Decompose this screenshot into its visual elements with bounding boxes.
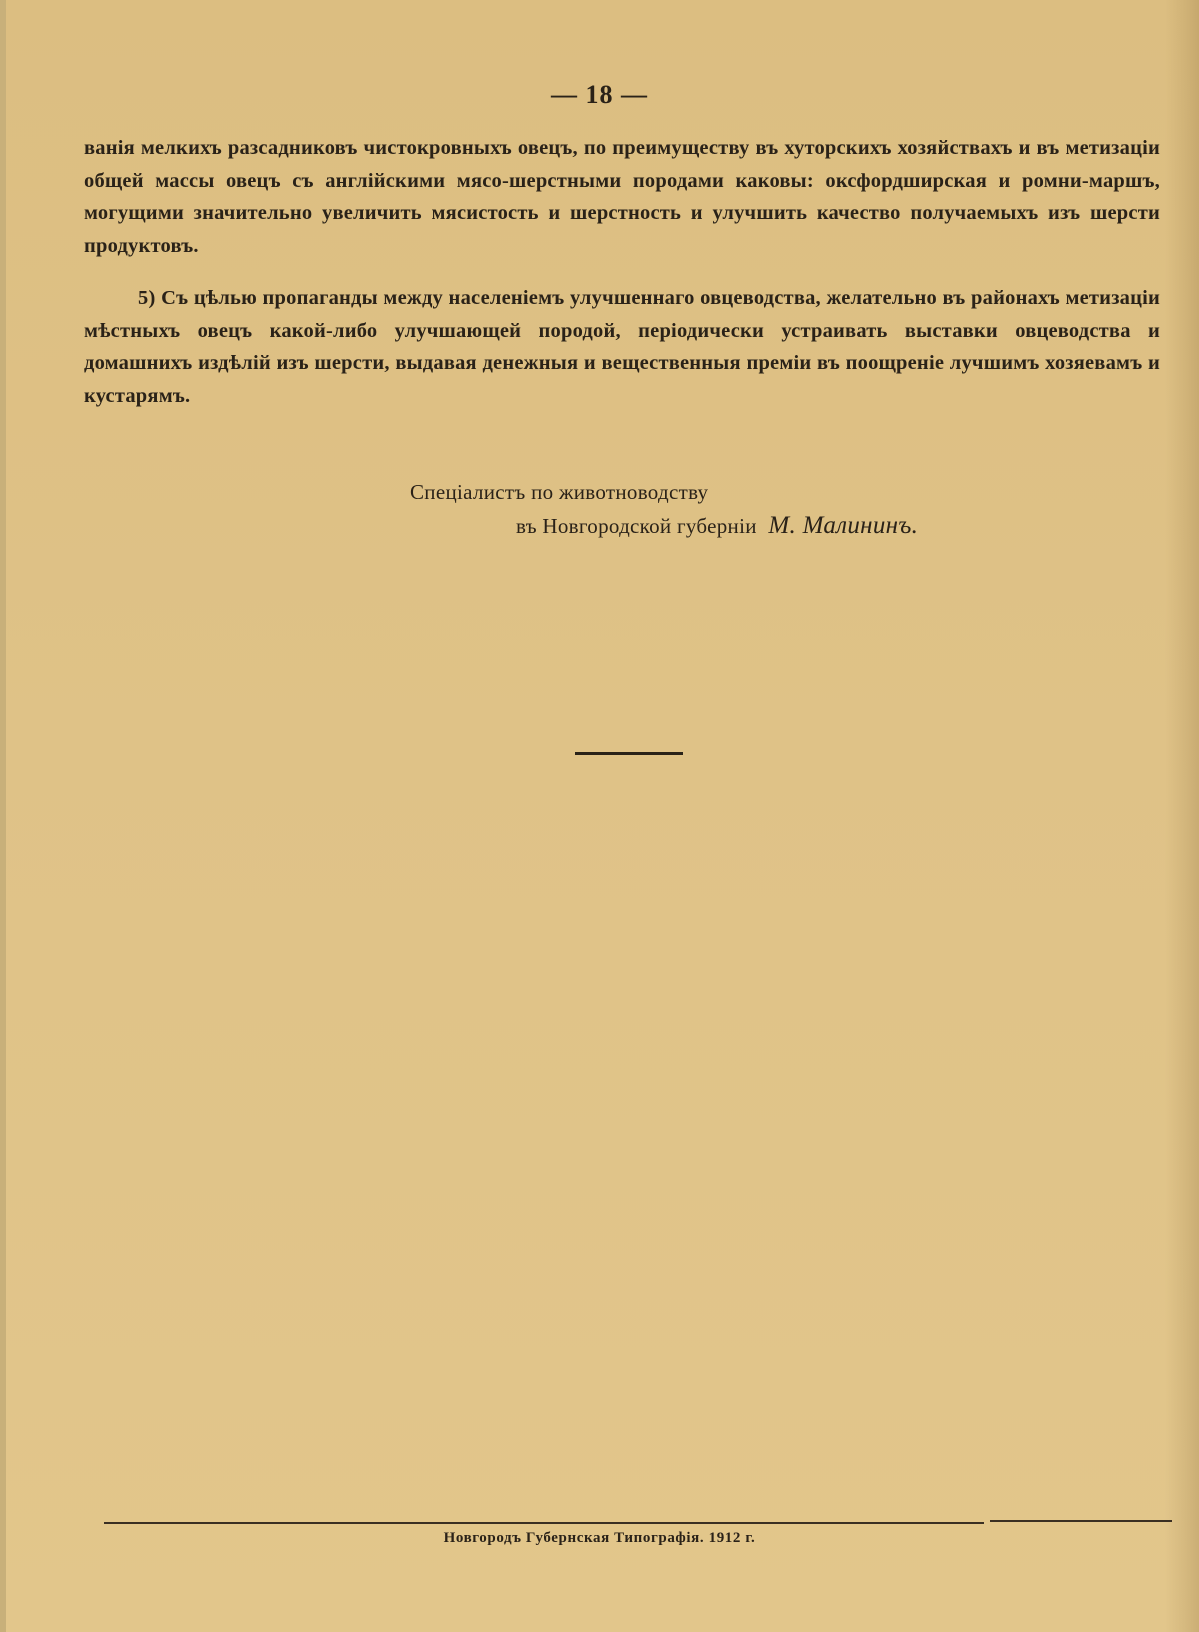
footer-rule-short [990,1520,1172,1522]
signature-region-line [516,512,918,540]
page-right-edge-shadow [1165,0,1199,1632]
footer-rule [104,1522,984,1524]
printer-imprint: Новгородъ Губернская Типографія. 1912 г. [443,1530,756,1546]
page-left-edge [0,0,6,1632]
body-text [84,132,1160,432]
page-number: — 18 — [551,80,648,109]
signature-name: М. Малининъ. [768,512,919,539]
signature-title: Спеціалистъ по животноводству [410,480,709,504]
paragraph-continuation: ванія мелкихъ разсадниковъ чистокровныхъ овецъ, по преимуществу въ хуторскихъ хозяйствахъ и въ метизаціи общей массы овецъ съ англійскими мясо-шерстными породами каковы: оксфордширская и ромни-маршъ, могущими значительно увеличить мясистость и шерстность и улучшить качество получаемыхъ изъ шерсти продуктовъ. [84,137,1160,257]
section-separator-rule [575,752,683,755]
signature-region: въ Новгородской губерніи [516,514,757,538]
paragraph-point-5: 5) Съ цѣлью пропаганды между населеніемъ улучшеннаго овцеводства, желательно въ районахъ метизаціи мѣстныхъ овецъ какой-либо улучшающей породой, періодически устраивать выставки овцеводства и домашнихъ издѣлій изъ шерсти, выдавая денежныя и вещественныя преміи въ поощреніе лучшимъ хозяевамъ и кустарямъ. [84,287,1160,407]
